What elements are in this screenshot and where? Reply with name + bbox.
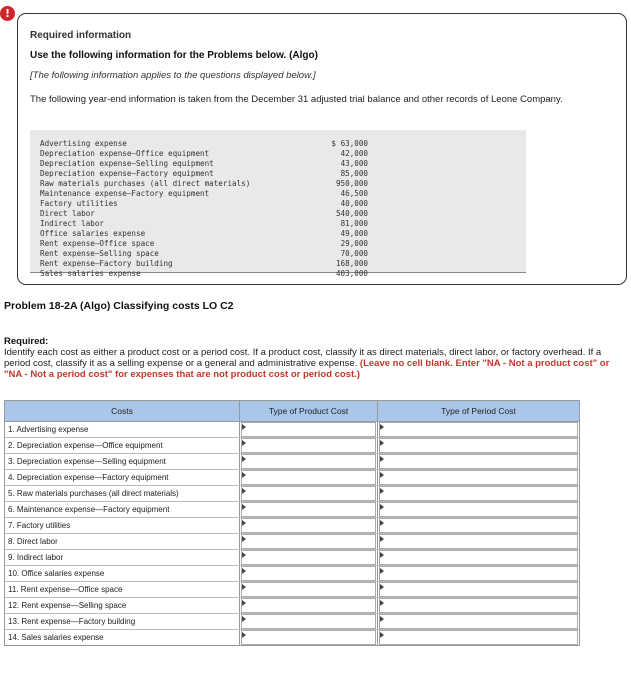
ledger-row	[40, 189, 520, 199]
ledger-item-name: Direct labor	[40, 209, 95, 218]
table-row	[5, 470, 579, 486]
cost-label: 3. Depreciation expense—Selling equipment	[8, 457, 166, 466]
table-row	[5, 438, 579, 454]
table-body	[5, 422, 579, 645]
ledger-item-amount: 950,000	[335, 179, 368, 188]
period-cost-cell	[378, 598, 579, 613]
cost-cell	[5, 454, 240, 469]
ledger-row	[40, 139, 520, 149]
cost-cell	[5, 550, 240, 565]
period-cost-cell	[378, 582, 579, 597]
product-cost-cell	[240, 422, 378, 437]
table-row	[5, 422, 579, 438]
header-period-cost: Type of Period Cost	[441, 406, 516, 416]
period-cost-dropdown[interactable]	[379, 518, 578, 533]
cost-label: 8. Direct labor	[8, 537, 58, 546]
period-cost-dropdown[interactable]	[379, 566, 578, 581]
table-row	[5, 534, 579, 550]
ledger-item-amount: 70,000	[340, 249, 368, 258]
ledger-item-name: Advertising expense	[40, 139, 127, 148]
cost-cell	[5, 502, 240, 517]
period-cost-cell	[378, 422, 579, 437]
period-cost-dropdown[interactable]	[379, 422, 578, 437]
required-information-heading: Required information	[30, 30, 132, 41]
period-cost-cell	[378, 518, 579, 533]
period-cost-cell	[378, 470, 579, 485]
period-cost-dropdown[interactable]	[379, 614, 578, 629]
period-cost-cell	[378, 630, 579, 645]
ledger-row	[40, 249, 520, 259]
cost-cell	[5, 518, 240, 533]
cost-label: 6. Maintenance expense—Factory equipment	[8, 505, 170, 514]
product-cost-cell	[240, 470, 378, 485]
ledger-item-name: Rent expense—Factory building	[40, 259, 173, 268]
ledger-row	[40, 219, 520, 229]
product-cost-cell	[240, 502, 378, 517]
product-cost-dropdown[interactable]	[241, 502, 376, 517]
period-cost-dropdown[interactable]	[379, 630, 578, 645]
period-cost-dropdown[interactable]	[379, 470, 578, 485]
period-cost-dropdown[interactable]	[379, 438, 578, 453]
ledger-item-amount: 43,000	[340, 159, 368, 168]
header-costs: Costs	[5, 401, 240, 421]
ledger-item-name: Rent expense—Selling space	[40, 249, 159, 258]
ledger-item-amount: 49,000	[340, 229, 368, 238]
period-cost-cell	[378, 550, 579, 565]
cost-cell	[5, 422, 240, 437]
cost-cell	[5, 614, 240, 629]
product-cost-dropdown[interactable]	[241, 582, 376, 597]
ledger-item-amount: 42,000	[340, 149, 368, 158]
ledger-item-name: Depreciation expense—Factory equipment	[40, 169, 214, 178]
ledger-row	[40, 209, 520, 219]
product-cost-dropdown[interactable]	[241, 422, 376, 437]
table-row	[5, 518, 579, 534]
ledger-item-amount: 403,000	[335, 269, 368, 278]
period-cost-cell	[378, 486, 579, 501]
cost-label: 14. Sales salaries expense	[8, 633, 104, 642]
cost-cell	[5, 566, 240, 581]
ledger-row	[40, 149, 520, 159]
table-row	[5, 614, 579, 630]
product-cost-dropdown[interactable]	[241, 630, 376, 645]
product-cost-cell	[240, 550, 378, 565]
problem-title: Problem 18-2A (Algo) Classifying costs LO C2	[4, 300, 234, 312]
table-row	[5, 502, 579, 518]
ledger-row	[40, 159, 520, 169]
product-cost-dropdown[interactable]	[241, 454, 376, 469]
ledger-item-amount: 46,500	[340, 189, 368, 198]
product-cost-cell	[240, 566, 378, 581]
ledger-item-name: Depreciation expense—Selling equipment	[40, 159, 214, 168]
ledger-item-name: Office salaries expense	[40, 229, 146, 238]
product-cost-dropdown[interactable]	[241, 486, 376, 501]
product-cost-dropdown[interactable]	[241, 518, 376, 533]
period-cost-dropdown[interactable]	[379, 534, 578, 549]
ledger-item-amount: 29,000	[340, 239, 368, 248]
cost-cell	[5, 630, 240, 645]
cost-cell	[5, 534, 240, 549]
table-row	[5, 550, 579, 566]
ledger-item-amount: 81,000	[340, 219, 368, 228]
table-row	[5, 486, 579, 502]
table-row	[5, 582, 579, 598]
ledger-item-name: Depreciation expense—Office equipment	[40, 149, 210, 158]
product-cost-cell	[240, 582, 378, 597]
cost-label: 12. Rent expense—Selling space	[8, 601, 127, 610]
cost-label: 1. Advertising expense	[8, 425, 89, 434]
product-cost-dropdown[interactable]	[241, 438, 376, 453]
ledger-item-amount: $ 63,000	[331, 139, 368, 148]
product-cost-dropdown[interactable]	[241, 470, 376, 485]
product-cost-cell	[240, 598, 378, 613]
instructions	[4, 347, 624, 380]
table-row	[5, 630, 579, 645]
period-cost-dropdown[interactable]	[379, 582, 578, 597]
ledger-row	[40, 179, 520, 189]
instructions-warning: (Leave no cell blank. Enter "NA - Not a product cost" or "NA - Not a period cost" for expenses that are not product cost or period cost.)	[4, 358, 610, 380]
product-cost-dropdown[interactable]	[241, 614, 376, 629]
cost-cell	[5, 486, 240, 501]
cost-cell	[5, 470, 240, 485]
ledger-item-amount: 40,000	[340, 199, 368, 208]
product-cost-cell	[240, 454, 378, 469]
product-cost-cell	[240, 486, 378, 501]
ledger-row	[40, 259, 520, 269]
cost-label: 9. Indirect labor	[8, 553, 64, 562]
cost-cell	[5, 582, 240, 597]
product-cost-dropdown[interactable]	[241, 534, 376, 549]
ledger-row	[40, 269, 520, 279]
table-row	[5, 566, 579, 582]
required-information-box	[17, 13, 627, 285]
cost-cell	[5, 438, 240, 453]
ledger-item-name: Rent expense—Office space	[40, 239, 155, 248]
applies-note: [The following information applies to the questions displayed below.]	[30, 70, 316, 81]
ledger-row	[40, 199, 520, 209]
product-cost-cell	[240, 630, 378, 645]
ledger-item-amount: 85,000	[340, 169, 368, 178]
period-cost-cell	[378, 438, 579, 453]
cost-label: 7. Factory utilities	[8, 521, 71, 530]
ledger-item-name: Maintenance expense—Factory equipment	[40, 189, 210, 198]
period-cost-dropdown[interactable]	[379, 502, 578, 517]
cost-cell	[5, 598, 240, 613]
table-row	[5, 454, 579, 470]
ledger-item-amount: 540,000	[335, 209, 368, 218]
ledger-item-amount: 168,000	[335, 259, 368, 268]
required-label: Required:	[4, 336, 49, 347]
ledger-item-name: Indirect labor	[40, 219, 105, 228]
period-cost-dropdown[interactable]	[379, 454, 578, 469]
cost-label: 2. Depreciation expense—Office equipment	[8, 441, 163, 450]
product-cost-cell	[240, 438, 378, 453]
product-cost-dropdown[interactable]	[241, 598, 376, 613]
ledger-row	[40, 169, 520, 179]
ledger-item-name: Factory utilities	[40, 199, 118, 208]
period-cost-dropdown[interactable]	[379, 486, 578, 501]
product-cost-dropdown[interactable]	[241, 550, 376, 565]
cost-label: 4. Depreciation expense—Factory equipment	[8, 473, 169, 482]
period-cost-cell	[378, 534, 579, 549]
period-cost-cell	[378, 614, 579, 629]
cost-label: 11. Rent expense—Office space	[8, 585, 123, 594]
table-row	[5, 598, 579, 614]
trial-balance-ledger	[30, 130, 526, 278]
alert-icon: !	[0, 6, 15, 21]
ledger-item-name: Raw materials purchases (all direct materials)	[40, 179, 251, 188]
product-cost-cell	[240, 518, 378, 533]
instructions-text: Identify each cost as either a product cost or a period cost. If a product cost, classify it as direct materials, direct labor, or factory overhead. If a period cost, classify it as a selling expense or a general and administrative expense.	[4, 347, 602, 369]
ledger-row	[40, 239, 520, 249]
product-cost-dropdown[interactable]	[241, 566, 376, 581]
period-cost-cell	[378, 566, 579, 581]
table-header	[5, 401, 579, 422]
cost-label: 5. Raw materials purchases (all direct materials)	[8, 489, 179, 498]
period-cost-dropdown[interactable]	[379, 550, 578, 565]
use-following-heading: Use the following information for the Problems below. (Algo)	[30, 50, 318, 61]
period-cost-cell	[378, 454, 579, 469]
header-product-cost: Type of Product Cost	[240, 401, 378, 421]
classification-table	[4, 400, 580, 646]
period-cost-cell	[378, 502, 579, 517]
product-cost-cell	[240, 614, 378, 629]
cost-label: 13. Rent expense—Factory building	[8, 617, 136, 626]
period-cost-dropdown[interactable]	[379, 598, 578, 613]
cost-label: 10. Office salaries expense	[8, 569, 105, 578]
product-cost-cell	[240, 534, 378, 549]
ledger-item-name: Sales salaries expense	[40, 269, 141, 278]
ledger-row	[40, 229, 520, 239]
intro-text: The following year-end information is taken from the December 31 adjusted trial balance and other records of Leone Company.	[30, 94, 563, 105]
